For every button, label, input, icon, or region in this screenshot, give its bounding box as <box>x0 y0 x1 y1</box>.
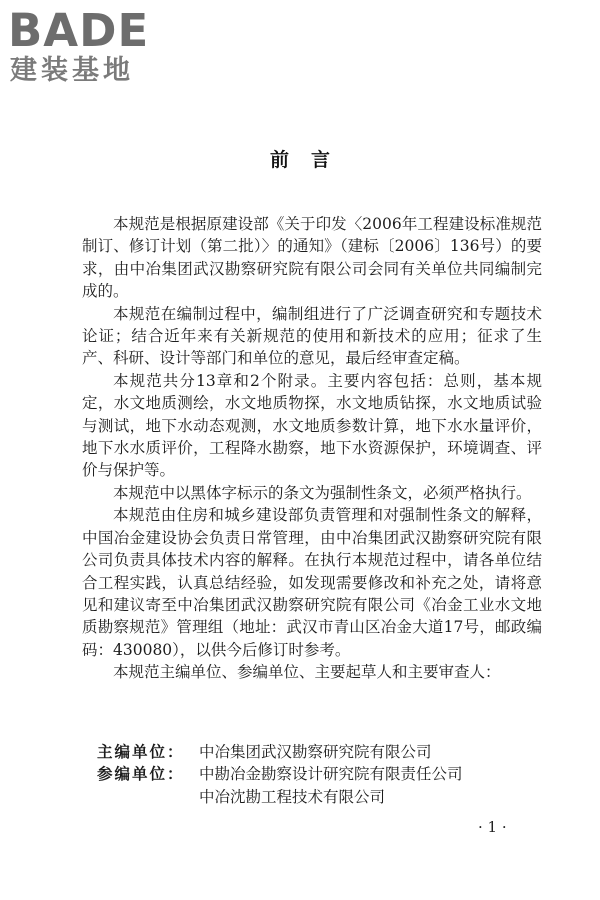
participating-value: 中冶沈勘工程技术有限公司 <box>199 787 386 806</box>
logo-subtitle: 建装基地 <box>10 55 134 86</box>
paragraph-origin: 本规范是根据原建设部《关于印发〈2006年工程建设标准规范制订、修订计划（第二批）〉的通知》（建标〔2006〕136号）的要求，由中冶集团武汉勘察研究院有限公司会同有关单位共同编制完成的。 <box>82 215 542 301</box>
participating-value: 中勘冶金勘察设计研究院有限责任公司 <box>199 765 463 784</box>
chief-editor-row <box>97 741 557 763</box>
logo-mark: BADE <box>8 4 150 57</box>
paragraph-credits-intro: 本规范主编单位、参编单位、主要起草人和主要审查人： <box>113 663 501 682</box>
chief-editor-value: 中冶集团武汉勘察研究院有限公司 <box>199 743 432 761</box>
chief-editor-label: 主编单位： <box>97 743 185 761</box>
paragraph-contents: 本规范共分13章和2个附录。主要内容包括：总则，基本规定，水文地质测绘，水文地质物探，水文地质钻探，水文地质试验与测试，地下水动态观测，水文地质参数计算，地下水水量评价，地下水水质评价，工程降水勘察，地下水资源保护，环境调查、评价与保护等。 <box>82 371 542 480</box>
participating-row <box>97 763 557 785</box>
bade-logo <box>8 6 178 86</box>
participating-label: 参编单位： <box>97 765 185 784</box>
foreword-body <box>82 213 542 684</box>
paragraph-process: 本规范在编制过程中，编制组进行了广泛调查研究和专题技术论证；结合近年来有关新规范的使用和新技术的应用；征求了生产、科研、设计等部门和单位的意见，最后经审查定稿。 <box>82 304 542 368</box>
page-title: 前言 <box>269 149 352 171</box>
page-number: · 1 · <box>478 818 507 836</box>
credits-block <box>97 741 557 808</box>
paragraph-mandatory: 本规范中以黑体字标示的条文为强制性条文，必须严格执行。 <box>113 483 532 502</box>
paragraph-management: 本规范由住房和城乡建设部负责管理和对强制性条文的解释，中国冶金建设协会负责日常管理，由中冶集团武汉勘察研究院有限公司负责具体技术内容的解释。在执行本规范过程中，请各单位结合工程实践，认真总结经验，如发现需要修改和补充之处，请将意见和建议寄至中冶集团武汉勘察研究院有限公司《冶金工业水文地质勘察规范》管理组（地址：武汉市青山区冶金大道17号，邮政编码：430080），以供今后修订时参考。 <box>82 506 542 659</box>
participating-row-continued <box>97 786 557 808</box>
